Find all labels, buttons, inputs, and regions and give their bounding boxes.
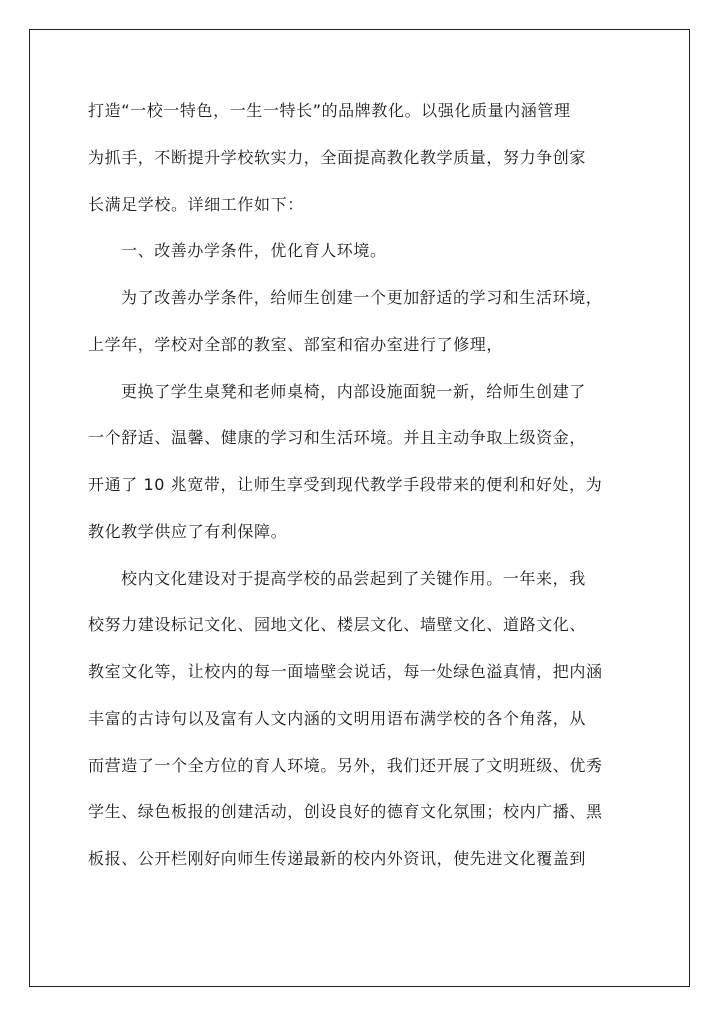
text-line: 板报、公开栏刚好向师生传递最新的校内外资讯，使先进文化覆盖到 — [88, 849, 587, 868]
text-line: 学生、绿色板报的创建活动，创设良好的德育文化氛围；校内广播、黑 — [88, 802, 603, 822]
section-heading: 一、改善办学条件，优化育人环境。 — [121, 241, 387, 261]
text-line: 教室文化等，让校内的每一面墙壁会说话，每一处绿色溢真情，把内涵 — [88, 662, 603, 681]
text-line: 教化教学供应了有利保障。 — [88, 521, 288, 541]
text-line: 丰富的古诗句以及富有人文内涵的文明用语布满学校的各个角落，从 — [88, 708, 587, 728]
text-line: 一个舒适、温馨、健康的学习和生活环境。并且主动争取上级资金， — [88, 428, 587, 448]
text-line: 校努力建设标记文化、园地文化、楼层文化、墙壁文化、道路文化、 — [88, 615, 587, 635]
text-line: 长满足学校。详细工作如下： — [88, 194, 304, 214]
text-line: 上学年，学校对全部的教室、部室和宿办室进行了修理， — [88, 334, 504, 354]
paragraph-start: 校内文化建设对于提高学校的品尝起到了关键作用。一年来，我 — [121, 568, 586, 588]
text-line: 开通了 10 兆宽带，让师生享受到现代教学手段带来的便利和好处，为 — [88, 475, 603, 494]
text-line: 打造“一校一特色，一生一特长”的品牌教化。以强化质量内涵管理 — [88, 101, 571, 120]
text-line: 为抓手，不断提升学校软实力，全面提高教化教学质量，努力争创家 — [88, 147, 587, 167]
paragraph-start: 更换了学生桌凳和老师桌椅，内部设施面貌一新，给师生创建了 — [121, 381, 586, 401]
text-line: 而营造了一个全方位的育人环境。另外，我们还开展了文明班级、优秀 — [88, 755, 603, 775]
paragraph-start: 为了改善办学条件，给师生创建一个更加舒适的学习和生活环境， — [121, 288, 603, 307]
document-body — [88, 94, 634, 889]
